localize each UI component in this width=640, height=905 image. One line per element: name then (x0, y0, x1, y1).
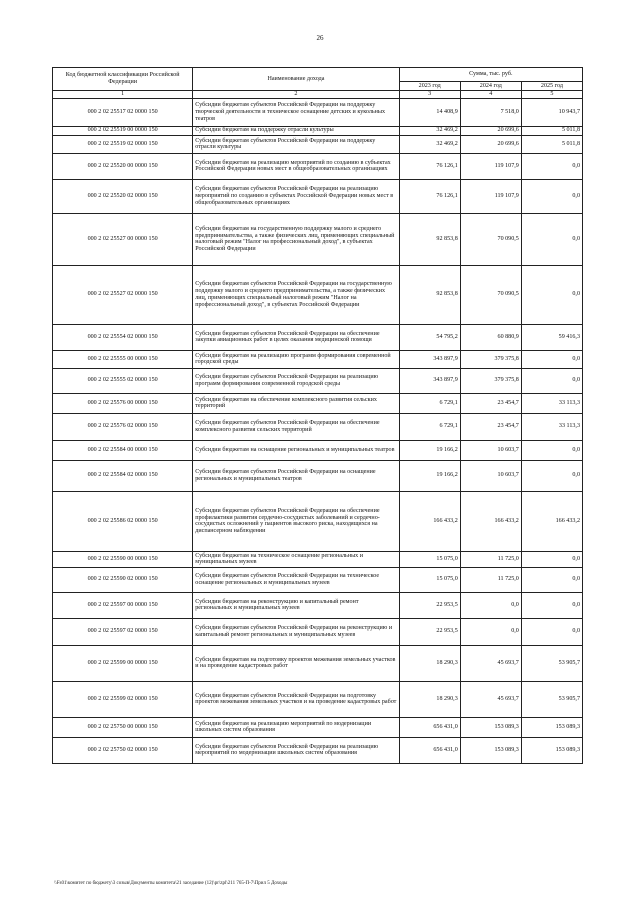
row-value-2024: 379 375,8 (460, 368, 521, 393)
table-row (53, 592, 583, 618)
row-name: Субсидии бюджетам субъектов Российской Федерации на реализацию мероприятий по созданию в субъектах Российской Федерации новых мест в общеобразовательных организациях (193, 179, 399, 213)
row-code: 000 2 02 25527 02 0000 150 (53, 265, 193, 324)
row-name: Субсидии бюджетам субъектов Российской Федерации на поддержку творческой деятельности и техническое оснащение детских и кукольных театров (193, 98, 399, 126)
table-row (53, 350, 583, 368)
row-value-2023: 54 795,2 (399, 324, 460, 350)
table-row (53, 393, 583, 413)
row-value-2025: 0,0 (521, 213, 582, 265)
row-value-2023: 32 469,2 (399, 135, 460, 153)
column-number: 5 (521, 91, 582, 99)
row-value-2025: 0,0 (521, 179, 582, 213)
row-value-2025: 33 113,3 (521, 413, 582, 440)
footer-file-path: \\Fs01\комитет по бюджету\3 созыв\Документы комитета\21 заседание (12)\pr\zpl\211 765-П-7\Прил 5 Доходы (54, 881, 288, 886)
row-value-2024: 70 090,5 (460, 265, 521, 324)
row-value-2023: 343 897,9 (399, 350, 460, 368)
row-value-2025: 0,0 (521, 567, 582, 592)
row-value-2024: 20 699,6 (460, 126, 521, 135)
table-row (53, 98, 583, 126)
row-value-2025: 0,0 (521, 265, 582, 324)
row-code: 000 2 02 25520 00 0000 150 (53, 153, 193, 179)
row-code: 000 2 02 25517 02 0000 150 (53, 98, 193, 126)
row-code: 000 2 02 25576 02 0000 150 (53, 413, 193, 440)
table-row (53, 135, 583, 153)
column-number: 2 (193, 91, 399, 99)
header-year-2023: 2023 год (399, 82, 460, 91)
row-value-2024: 379 375,8 (460, 350, 521, 368)
row-code: 000 2 02 25584 02 0000 150 (53, 460, 193, 491)
header-year-2025: 2025 год (521, 82, 582, 91)
table-row (53, 737, 583, 763)
row-value-2024: 11 725,0 (460, 551, 521, 567)
row-value-2024: 70 090,5 (460, 213, 521, 265)
table-row (53, 551, 583, 567)
row-value-2025: 53 905,7 (521, 681, 582, 717)
row-code: 000 2 02 25590 00 0000 150 (53, 551, 193, 567)
row-value-2024: 45 693,7 (460, 645, 521, 681)
table-row (53, 265, 583, 324)
row-name: Субсидии бюджетам субъектов Российской Федерации на обеспечение профилактики развития сердечно-сосудистых заболеваний и сердечно-сосудистых осложнений у пациентов высокого риска, находящихся на диспансерном наблюдении (193, 491, 399, 551)
row-name: Субсидии бюджетам на государственную поддержку малого и среднего предпринимательства, а также физических лиц, применяющих специальный налоговый режим "Налог на профессиональный доход", в субъектах Российской Федерации (193, 213, 399, 265)
row-name: Субсидии бюджетам на реализацию программ формирования современной городской среды (193, 350, 399, 368)
row-name: Субсидии бюджетам субъектов Российской Федерации на техническое оснащение региональных и муниципальных музеев (193, 567, 399, 592)
row-value-2023: 32 469,2 (399, 126, 460, 135)
row-value-2024: 119 107,9 (460, 179, 521, 213)
row-name: Субсидии бюджетам субъектов Российской Федерации на подготовку проектов межевания земельных участков и на проведение кадастровых работ (193, 681, 399, 717)
table-row (53, 440, 583, 460)
row-value-2023: 6 729,1 (399, 393, 460, 413)
row-code: 000 2 02 25519 00 0000 150 (53, 126, 193, 135)
row-code: 000 2 02 25584 00 0000 150 (53, 440, 193, 460)
row-name: Субсидии бюджетам на техническое оснащение региональных и муниципальных музеев (193, 551, 399, 567)
row-value-2025: 166 433,2 (521, 491, 582, 551)
row-value-2023: 22 953,5 (399, 592, 460, 618)
row-value-2023: 343 897,9 (399, 368, 460, 393)
row-value-2025: 0,0 (521, 551, 582, 567)
row-value-2024: 23 454,7 (460, 413, 521, 440)
row-code: 000 2 02 25554 02 0000 150 (53, 324, 193, 350)
row-value-2023: 76 126,1 (399, 153, 460, 179)
row-value-2025: 153 089,3 (521, 737, 582, 763)
row-value-2023: 14 408,9 (399, 98, 460, 126)
row-code: 000 2 02 25750 00 0000 150 (53, 717, 193, 737)
table-row (53, 368, 583, 393)
row-value-2024: 153 089,3 (460, 717, 521, 737)
row-name: Субсидии бюджетам субъектов Российской Федерации на реконструкцию и капитальный ремонт региональных и муниципальных музеев (193, 618, 399, 645)
row-value-2024: 23 454,7 (460, 393, 521, 413)
row-value-2025: 53 905,7 (521, 645, 582, 681)
row-value-2023: 76 126,1 (399, 179, 460, 213)
row-value-2023: 22 953,5 (399, 618, 460, 645)
row-code: 000 2 02 25555 00 0000 150 (53, 350, 193, 368)
row-value-2025: 5 011,8 (521, 126, 582, 135)
row-name: Субсидии бюджетам субъектов Российской Федерации на реализацию мероприятий по модернизации школьных систем образования (193, 737, 399, 763)
row-code: 000 2 02 25576 00 0000 150 (53, 393, 193, 413)
row-code: 000 2 02 25586 02 0000 150 (53, 491, 193, 551)
table-row (53, 460, 583, 491)
row-name: Субсидии бюджетам на подготовку проектов межевания земельных участков и на проведение кадастровых работ (193, 645, 399, 681)
row-value-2025: 0,0 (521, 618, 582, 645)
row-value-2024: 119 107,9 (460, 153, 521, 179)
row-value-2024: 20 699,6 (460, 135, 521, 153)
column-number: 3 (399, 91, 460, 99)
table-row (53, 681, 583, 717)
table-body (53, 98, 583, 763)
table-row (53, 567, 583, 592)
row-value-2024: 0,0 (460, 592, 521, 618)
header-name: Наименование дохода (193, 68, 399, 91)
table-row (53, 153, 583, 179)
table-row (53, 324, 583, 350)
row-value-2025: 33 113,3 (521, 393, 582, 413)
revenue-table (52, 67, 583, 764)
row-value-2025: 0,0 (521, 440, 582, 460)
column-number: 4 (460, 91, 521, 99)
row-code: 000 2 02 25597 00 0000 150 (53, 592, 193, 618)
row-value-2024: 166 433,2 (460, 491, 521, 551)
row-name: Субсидии бюджетам субъектов Российской Федерации на государственную поддержку малого и среднего предпринимательства, а также физических лиц, применяющих специальный налоговый режим "Налог на профессиональный доход", в субъектах Российской Федерации (193, 265, 399, 324)
row-value-2025: 0,0 (521, 460, 582, 491)
row-value-2023: 15 075,0 (399, 567, 460, 592)
row-value-2023: 166 433,2 (399, 491, 460, 551)
row-value-2024: 153 089,3 (460, 737, 521, 763)
header-sum: Сумма, тыс. руб. (399, 68, 582, 82)
row-code: 000 2 02 25519 02 0000 150 (53, 135, 193, 153)
row-value-2025: 59 416,3 (521, 324, 582, 350)
row-code: 000 2 02 25555 02 0000 150 (53, 368, 193, 393)
row-value-2023: 19 166,2 (399, 440, 460, 460)
row-value-2025: 0,0 (521, 350, 582, 368)
row-code: 000 2 02 25597 02 0000 150 (53, 618, 193, 645)
row-value-2023: 18 290,3 (399, 681, 460, 717)
table-row (53, 126, 583, 135)
row-value-2023: 656 431,0 (399, 737, 460, 763)
row-value-2023: 92 853,8 (399, 213, 460, 265)
row-value-2023: 656 431,0 (399, 717, 460, 737)
table-row (53, 491, 583, 551)
table-row (53, 179, 583, 213)
row-code: 000 2 02 25599 02 0000 150 (53, 681, 193, 717)
row-value-2025: 0,0 (521, 153, 582, 179)
row-code: 000 2 02 25750 02 0000 150 (53, 737, 193, 763)
row-value-2024: 45 693,7 (460, 681, 521, 717)
row-code: 000 2 02 25527 00 0000 150 (53, 213, 193, 265)
row-value-2023: 6 729,1 (399, 413, 460, 440)
row-name: Субсидии бюджетам на обеспечение комплексного развития сельских территорий (193, 393, 399, 413)
row-value-2024: 0,0 (460, 618, 521, 645)
table-row (53, 717, 583, 737)
row-name: Субсидии бюджетам на реконструкцию и капитальный ремонт региональных и муниципальных музеев (193, 592, 399, 618)
row-value-2024: 11 725,0 (460, 567, 521, 592)
row-code: 000 2 02 25590 02 0000 150 (53, 567, 193, 592)
row-name: Субсидии бюджетам на поддержку отрасли культуры (193, 126, 399, 135)
header-year-2024: 2024 год (460, 82, 521, 91)
row-name: Субсидии бюджетам на реализацию мероприятий по созданию в субъектах Российской Федерации новых мест в общеобразовательных организациях (193, 153, 399, 179)
row-value-2025: 153 089,3 (521, 717, 582, 737)
row-name: Субсидии бюджетам субъектов Российской Федерации на оснащение региональных и муниципальных театров (193, 460, 399, 491)
page-number: 26 (316, 34, 324, 42)
row-value-2025: 5 011,8 (521, 135, 582, 153)
table-row (53, 645, 583, 681)
row-value-2025: 0,0 (521, 368, 582, 393)
row-name: Субсидии бюджетам субъектов Российской Федерации на обеспечение комплексного развития сельских территорий (193, 413, 399, 440)
row-code: 000 2 02 25599 00 0000 150 (53, 645, 193, 681)
row-value-2024: 7 518,0 (460, 98, 521, 126)
row-value-2023: 18 290,3 (399, 645, 460, 681)
row-name: Субсидии бюджетам субъектов Российской Федерации на обеспечение закупки авиационных работ в целях оказания медицинской помощи (193, 324, 399, 350)
row-value-2023: 15 075,0 (399, 551, 460, 567)
table-row (53, 413, 583, 440)
column-number: 1 (53, 91, 193, 99)
row-code: 000 2 02 25520 02 0000 150 (53, 179, 193, 213)
row-value-2024: 10 603,7 (460, 460, 521, 491)
row-name: Субсидии бюджетам на реализацию мероприятий по модернизации школьных систем образования (193, 717, 399, 737)
row-name: Субсидии бюджетам субъектов Российской Федерации на поддержку отрасли культуры (193, 135, 399, 153)
row-name: Субсидии бюджетам на оснащение региональных и муниципальных театров (193, 440, 399, 460)
row-value-2025: 0,0 (521, 592, 582, 618)
row-value-2023: 19 166,2 (399, 460, 460, 491)
row-value-2023: 92 853,8 (399, 265, 460, 324)
row-value-2024: 10 603,7 (460, 440, 521, 460)
row-value-2024: 60 880,9 (460, 324, 521, 350)
row-value-2025: 10 943,7 (521, 98, 582, 126)
table-row (53, 618, 583, 645)
header-code: Код бюджетной классификации Российской Федерации (53, 68, 193, 91)
table-row (53, 213, 583, 265)
row-name: Субсидии бюджетам субъектов Российской Федерации на реализацию программ формирования современной городской среды (193, 368, 399, 393)
